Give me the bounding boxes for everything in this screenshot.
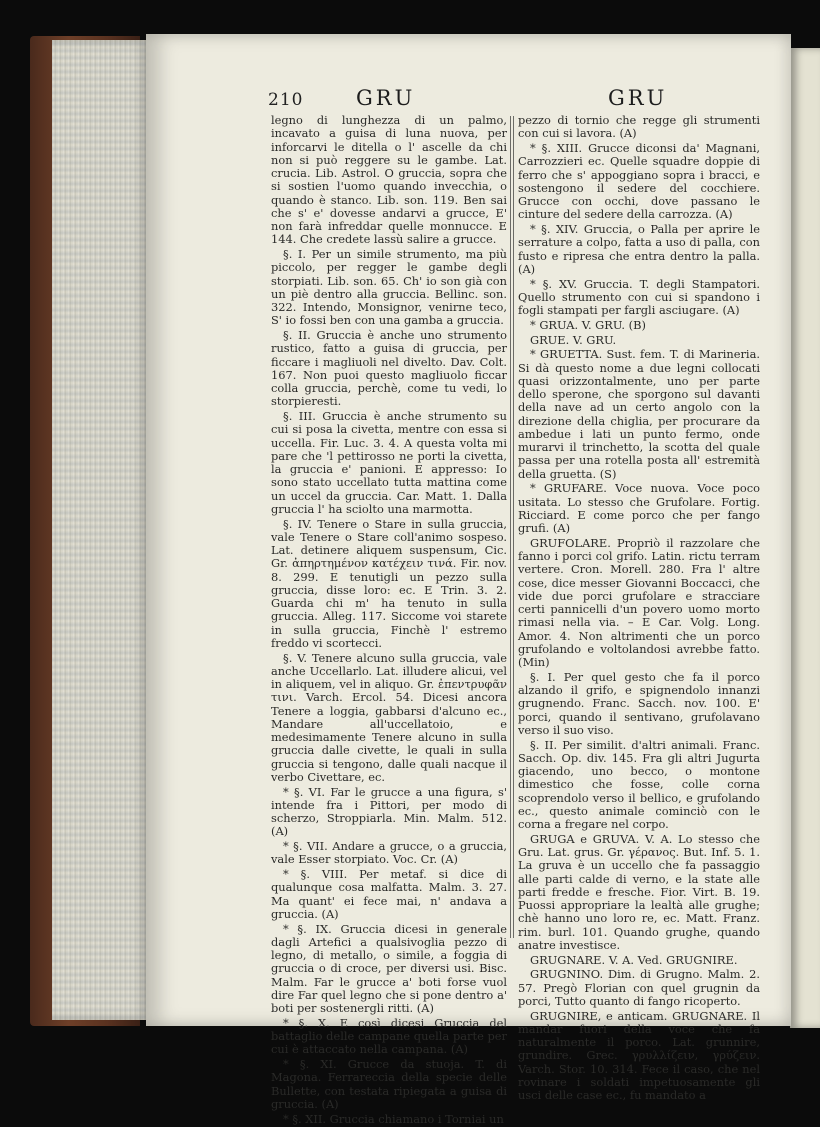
dictionary-entry: GRUFOLARE. Propriò il razzolare che fanno i porci col grifo. Latin. rictu terram vertere. Cron. Morell. 280. Fra l' altre cose, dice messer Giovanni Boccacci, che vide due porci grufolare e stracciare certi pannicelli d'un povero uomo morto rimasi nella via. – E Car. Volg. Long. Amor. 4. Non altrimenti che un porco grufolando e voltolandosi avrebbe fatto. (Min) [518,535,760,669]
dictionary-entry: * §. VIII. Per metaf. si dice di qualunque cosa malfatta. Malm. 3. 27. Ma quant' ei fece mai, n' andava a gruccia. (A) [271,867,507,921]
dictionary-entry: GRUGNARE. V. A. Ved. GRUGNIRE. [530,952,738,967]
page-header [268,86,768,114]
dictionary-entry: pezzo di tornio che regge gli strumenti con cui si lavora. (A) [518,113,760,141]
dictionary-entry: legno di lunghezza di un palmo, incavato a guisa di luna nuova, per inforcarvi le ditella o l' ascelle da chi non si può reggere su le gambe. Lat. crucia. Lib. Astrol. O gruccia, sopra che si sostien l'uomo quando invecchia, o quando è stanco. Lib. son. 119. Ben sai che s' e' dovesse andarvi a grucce, E' non farà infreddar quelle monnucce. E 144. Che credete lassù salire a grucce. [271,113,507,247]
dictionary-entry: GRUE. V. GRU. [530,332,617,347]
dictionary-entry: * GRUETTA. Sust. fem. T. di Marineria. Si dà questo nome a due legni collocati quasi orizzontalmente, uno per parte dello sperone, che sporgono sul davanti della nave ad un certo angolo con la direzione della chiglia, per procurare da ambedue i lati un punto fermo, onde murarvi il trinchetto, la scotta del quale passa per una rotella posta all' estremità della gruetta. (S) [518,347,760,481]
guide-word-left: GRU [356,86,416,110]
dictionary-entry: GRUGNINO. Dim. di Grugno. Malm. 2. 57. Pregò Florian con quel grugnin da porci, Tutto quanto di fango ricoperto. [518,967,760,1008]
dictionary-entry: * §. XIII. Grucce diconsi da' Magnani, Carrozzieri ec. Quelle squadre doppie di ferro che s' appoggiano sopra i bracci, e sostengono il sedere del cocchiere. Grucce con occhi, dove passano le cinture del sedere della carrozza. (A) [518,141,760,222]
column-rule [510,116,511,938]
left-column [271,114,507,1127]
dictionary-entry: * §. VI. Far le grucce a una figura, s' intende fra i Pittori, per modo di scherzo, Stroppiarla. Min. Malm. 512. (A) [271,784,507,839]
dictionary-entry: * §. XI. Grucce da stuoja. T. di Magona. Ferrareccia della specie delle Bullette, con testata ripiegata a guisa di gruccia. (A) [271,1057,507,1111]
dictionary-entry: * §. IX. Gruccia dicesi in generale dagli Artefici a qualsivoglia pezzo di legno, di metallo, o simile, a foggia di gruccia o di croce, per diversi usi. Bisc. Malm. Far le grucce a' boti forse vuol dire Far quel legno che si pone dentro a' boti per sostenergli ritti. (A) [271,921,507,1015]
dictionary-entry: * §. X. E così dicesi Gruccia del battaglio delle campane quella parte per cui è attaccato nella campana. (A) [271,1015,507,1057]
page-number: 210 [268,90,304,110]
column-rule-inner [513,116,514,938]
guide-word-right: GRU [608,86,668,110]
facing-page-edge [790,48,820,1028]
dictionary-entry: * §. XIV. Gruccia, o Palla per aprire le serrature a colpo, fatta a uso di palla, con fusto e ripresa che entra dentro la palla. (A) [518,222,760,276]
dictionary-entry: * §. VII. Andare a grucce, o a gruccia, vale Esser storpiato. Voc. Cr. (A) [271,839,507,867]
dictionary-entry: §. I. Per un simile strumento, ma più piccolo, per regger le gambe degli storpiati. Lib. son. 65. Ch' io son già con un piè dentro alla gruccia. Bellinc. son. 322. Intendo, Monsignor, venirne teco, S' io fossi ben con una gamba a gruccia. [271,247,507,328]
dictionary-entry: §. IV. Tenere o Stare in sulla gruccia, vale Tenere o Stare coll'animo sospeso. Lat. detinere aliquem suspensum, Cic. Gr. ἀπηρτημένον κατέχειν τινά. Fir. nov. 8. 299. E tenutigli un pezzo sulla gruccia, disse loro: ec. E Trin. 3. 2. Guarda chi m' ha tenuto in sulla gruccia. Alleg. 117. Siccome voi starete in sulla gruccia, Finchè l' estremo freddo vi scortecci. [271,516,507,650]
dictionary-entry: §. V. Tenere alcuno sulla gruccia, vale anche Uccellarlo. Lat. illudere alicui, vel in aliquem, vel in aliquo. Gr. ἐπεντρυφᾶν τινι. Varch. Ercol. 54. Dicesi ancora Tenere a loggia, gabbarsi d'alcuno ec., Mandare all'uccellatoio, e medesimamente Tenere alcuno in sulla gruccia dalle civette, le quali in sulla gruccia si tengono, dalle quali nacque il verbo Civettare, ec. [271,650,507,784]
dictionary-entry: * GRUA. V. GRU. (B) [530,317,646,332]
dictionary-entry: §. I. Per quel gesto che fa il porco alzando il grifo, e spignendolo innanzi grugnendo. Franc. Sacch. nov. 100. E' porci, quando il sentivano, grufolavano verso il suo viso. [518,669,760,737]
dictionary-entry: * §. XV. Gruccia. T. degli Stampatori. Quello strumento con cui si spandono i fogli stampati per fargli asciugare. (A) [518,276,760,317]
dictionary-entry: * GRUFARE. Voce nuova. Voce poco usitata. Lo stesso che Grufolare. Fortig. Ricciard. E come porco che per fango grufi. (A) [518,481,760,535]
page-edges [52,40,148,1020]
right-column [518,114,760,1104]
dictionary-entry: §. II. Per similit. d'altri animali. Franc. Sacch. Op. div. 145. Fra gli altri Jugurta giacendo, uno becco, o montone dimestico che fosse, colle corna scoprendolo verso il bellico, e grufolando ec., questo animale cominciò con le corna a fregare nel corpo. [518,737,760,831]
dictionary-entry: * §. XII. Gruccia chiamano i Torniai un [283,1111,504,1126]
dictionary-entry: GRUGA e GRUVA. V. A. Lo stesso che Gru. Lat. grus. Gr. γέρανος. But. Inf. 5. 1. La gruva è un uccello che fa passaggio alle parti calde di verno, e la state alle parti fredde e fresche. Fior. Virt. B. 19. Puossi appropriare la lealtà alle grughe; chè hanno uno loro re, ec. Matt. Franz. rim. burl. 101. Quando grughe, quando anatre investisce. [518,831,760,952]
dictionary-entry: GRUGNIRE, e anticam. GRUGNARE. Il mandar fuori della voce che fa naturalmente il porco. Lat. grunnire, grundire. Grec. γρυλλίζειν, γρύζειν. Varch. Stor. 10. 314. Fece il caso, che nel rovinare i soldati impetuosamente gli usci delle case ec., fu mandato a [518,1008,760,1102]
dictionary-entry: §. II. Gruccia è anche uno strumento rustico, fatto a guisa di gruccia, per ficcare i magliuoli nel divelto. Dav. Colt. 167. Non puoi questo magliuolo ficcar colla gruccia, perchè, come tu vedi, lo storpieresti. [271,328,507,409]
dictionary-entry: §. III. Gruccia è anche strumento su cui si posa la civetta, mentre con essa si uccella. Fir. Luc. 3. 4. A questa volta mi pare che 'l pettirosso ne porti la civetta, la gruccia e' panioni. E appresso: Io sono stato uccellato tutta mattina come un uccel da gruccia. Car. Matt. 1. Dalla gruccia l' ha sciolto una marmotta. [271,409,507,516]
